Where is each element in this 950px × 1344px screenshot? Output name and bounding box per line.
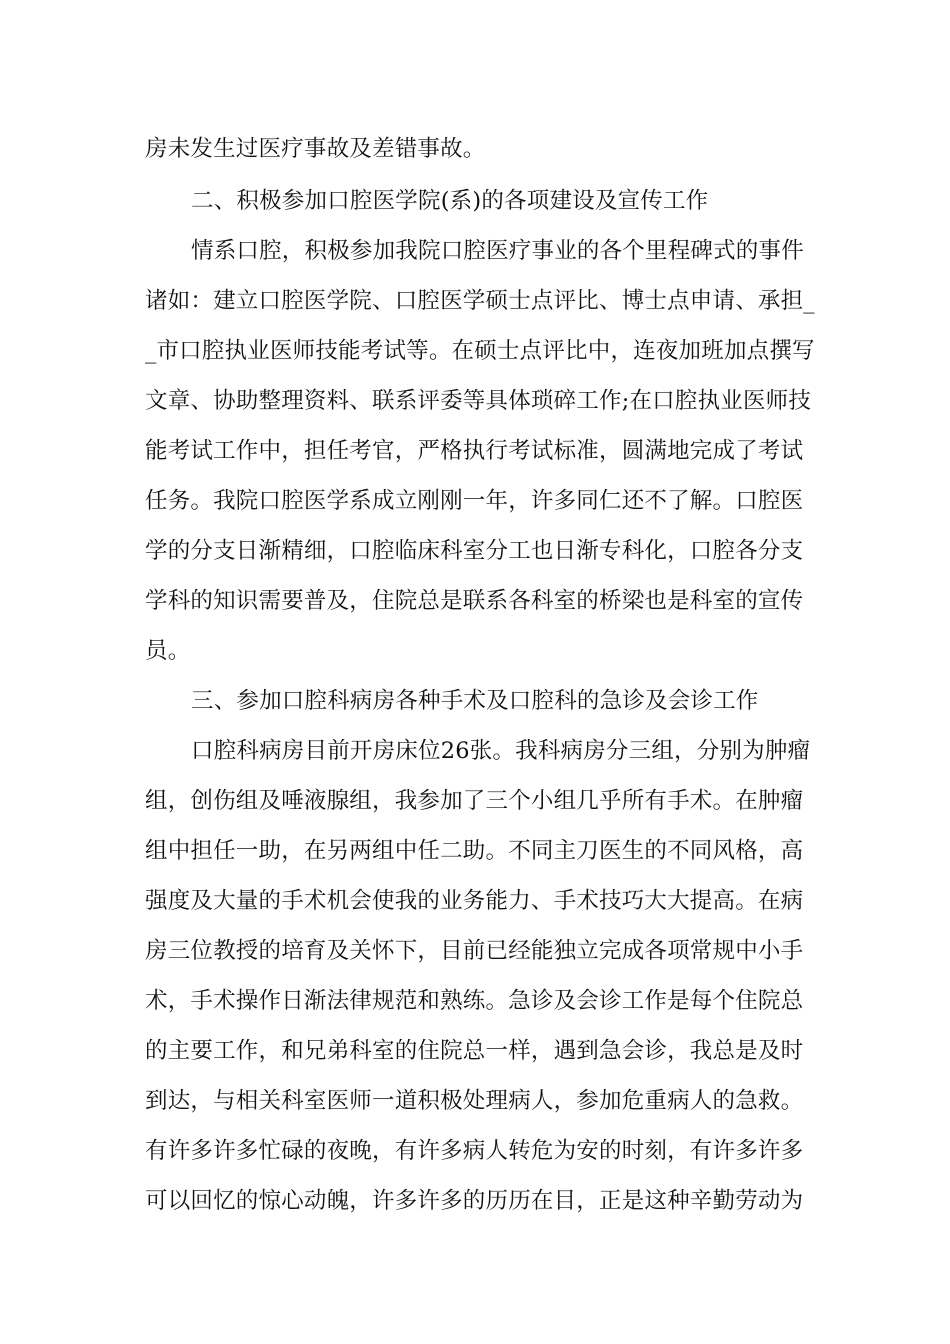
paragraph-line: 文章、协助整理资料、联系评委等具体琐碎工作;在口腔执业医师技 [145, 388, 812, 414]
paragraph-line: _市口腔执业医师技能考试等。在硕士点评比中，连夜加班加点撰写 [145, 338, 815, 364]
paragraph-line: 组中担任一助，在另两组中任二助。不同主刀医生的不同风格，高 [145, 838, 804, 864]
section-heading-2: 二、积极参加口腔医学院(系)的各项建设及宣传工作 [191, 188, 709, 214]
paragraph-line: 可以回忆的惊心动魄，许多许多的历历在目，正是这种辛勤劳动为 [145, 1188, 804, 1214]
paragraph-line: 口腔科病房目前开房床位26张。我科病房分三组，分别为肿瘤 [191, 738, 811, 764]
paragraph-line: 强度及大量的手术机会使我的业务能力、手术技巧大大提高。在病 [145, 888, 804, 914]
paragraph-line: 任务。我院口腔医学系成立刚刚一年，许多同仁还不了解。口腔医 [145, 488, 804, 514]
paragraph-line: 员。 [145, 638, 191, 664]
paragraph-line: 情系口腔，积极参加我院口腔医疗事业的各个里程碑式的事件 [191, 238, 804, 264]
paragraph-line: 组，创伤组及唾液腺组，我参加了三个小组几乎所有手术。在肿瘤 [145, 788, 804, 814]
paragraph-line: 房未发生过医疗事故及差错事故。 [145, 136, 486, 162]
paragraph-line: 学科的知识需要普及，住院总是联系各科室的桥梁也是科室的宣传 [145, 588, 804, 614]
section-heading-3: 三、参加口腔科病房各种手术及口腔科的急诊及会诊工作 [191, 688, 759, 714]
paragraph-line: 学的分支日渐精细，口腔临床科室分工也日渐专科化，口腔各分支 [145, 538, 804, 564]
paragraph-line: 有许多许多忙碌的夜晚，有许多病人转危为安的时刻，有许多许多 [145, 1138, 804, 1164]
paragraph-line: 房三位教授的培育及关怀下，目前已经能独立完成各项常规中小手 [145, 938, 804, 964]
paragraph-line: 能考试工作中，担任考官，严格执行考试标准，圆满地完成了考试 [145, 438, 804, 464]
paragraph-line: 术，手术操作日渐法律规范和熟练。急诊及会诊工作是每个住院总 [145, 988, 804, 1014]
paragraph-line: 到达，与相关科室医师一道积极处理病人，参加危重病人的急救。 [145, 1088, 804, 1114]
paragraph-line: 的主要工作，和兄弟科室的住院总一样，遇到急会诊，我总是及时 [145, 1038, 804, 1064]
paragraph-line: 诸如：建立口腔医学院、口腔医学硕士点评比、博士点申请、承担_ [145, 288, 815, 314]
